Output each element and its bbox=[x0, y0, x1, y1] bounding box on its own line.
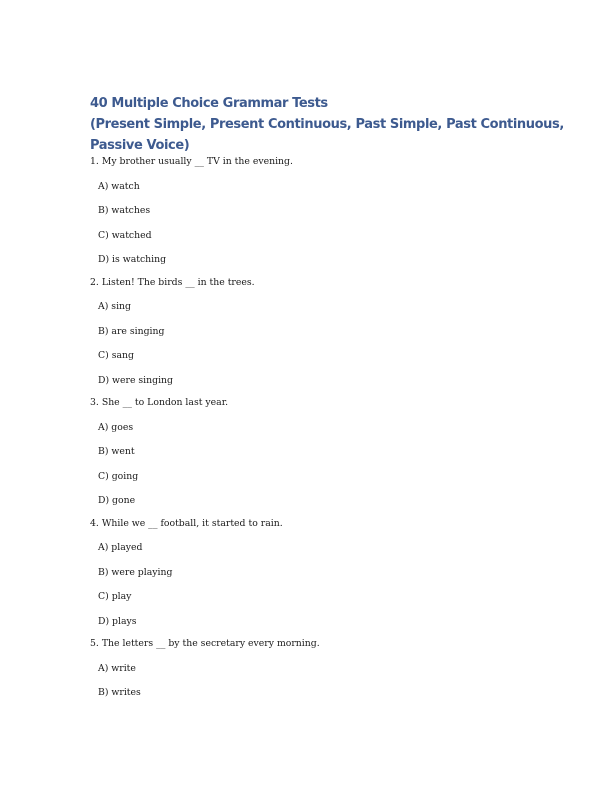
question-text: 5. The letters __ by the secretary every morning. bbox=[90, 638, 320, 649]
option-a: A) write bbox=[98, 662, 136, 674]
question-2 bbox=[90, 275, 550, 389]
option-d: D) is watching bbox=[98, 254, 167, 265]
question-5 bbox=[90, 636, 550, 701]
option-c: C) going bbox=[98, 470, 139, 482]
option-c: C) watched bbox=[98, 229, 152, 241]
option-b: B) are singing bbox=[98, 325, 165, 337]
option-a: A) watch bbox=[98, 180, 140, 192]
title-line-1: 40 Multiple Choice Grammar Tests bbox=[90, 96, 328, 111]
option-a: A) sing bbox=[98, 301, 131, 312]
title-line-3: Passive Voice) bbox=[90, 138, 190, 153]
title-line-2: (Present Simple, Present Continuous, Past Simple, Past Continuous, bbox=[90, 117, 564, 132]
option-b: B) watches bbox=[98, 205, 151, 216]
option-d: D) gone bbox=[98, 495, 136, 506]
question-list bbox=[90, 154, 550, 708]
question-3 bbox=[90, 395, 550, 509]
question-4 bbox=[90, 516, 550, 630]
question-text: 4. While we __ football, it started to rain. bbox=[90, 517, 283, 529]
option-d: D) were singing bbox=[98, 374, 173, 386]
option-b: B) were playing bbox=[98, 566, 173, 578]
question-text: 3. She __ to London last year. bbox=[90, 397, 229, 408]
option-d: D) plays bbox=[98, 615, 137, 627]
option-a: A) played bbox=[98, 542, 143, 553]
document-title bbox=[90, 93, 564, 156]
option-a: A) goes bbox=[98, 421, 134, 433]
option-c: C) play bbox=[98, 591, 132, 602]
question-1 bbox=[90, 154, 550, 268]
option-b: B) writes bbox=[98, 687, 141, 698]
option-c: C) sang bbox=[98, 350, 134, 361]
question-text: 1. My brother usually __ TV in the evening. bbox=[90, 156, 293, 167]
option-b: B) went bbox=[98, 446, 135, 457]
question-text: 2. Listen! The birds __ in the trees. bbox=[90, 276, 255, 288]
